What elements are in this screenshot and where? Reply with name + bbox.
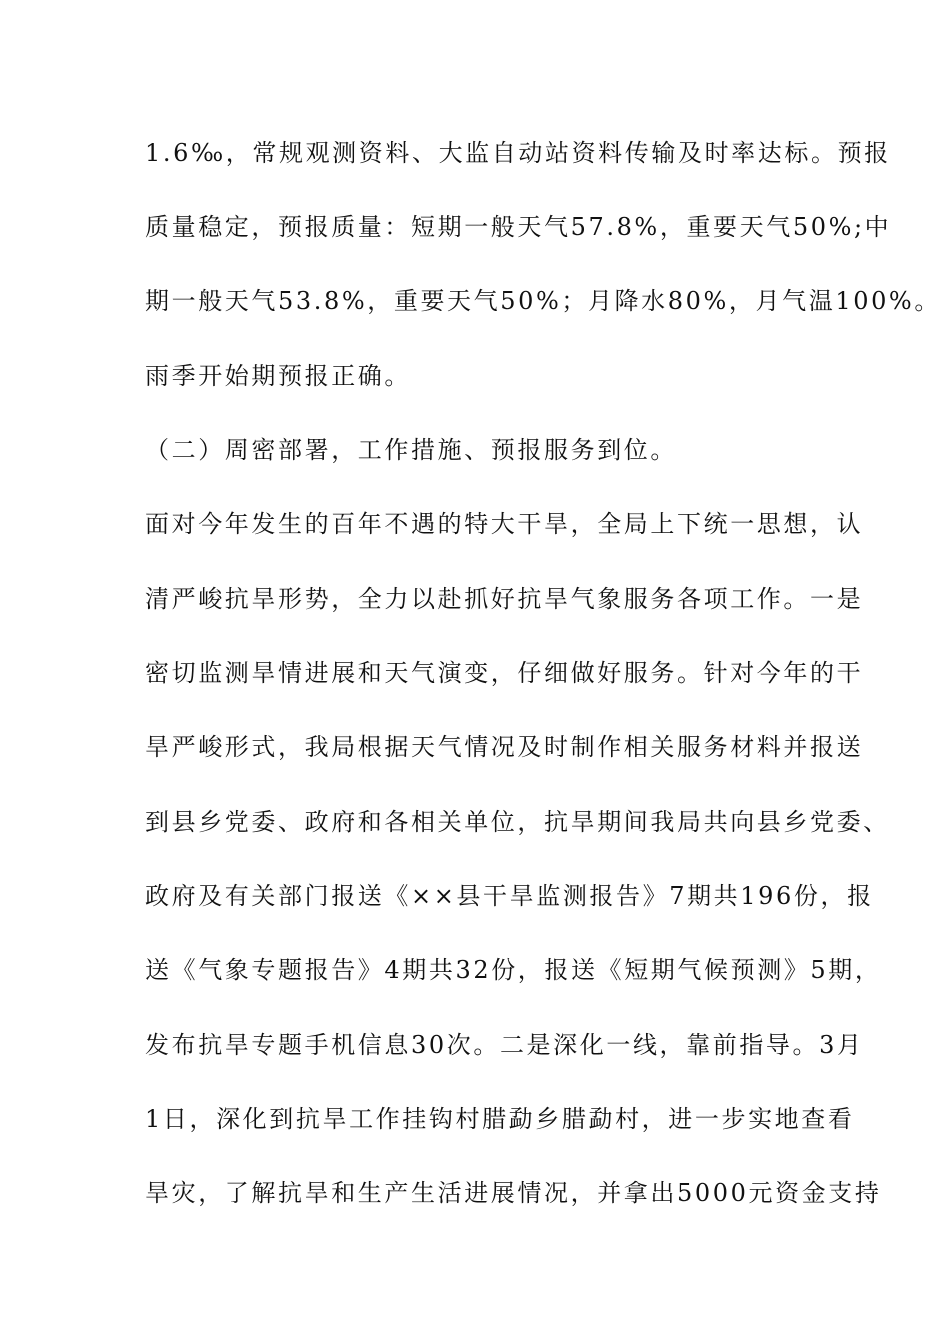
text-line: 旱严峻形式，我局根据天气情况及时制作相关服务材料并报送	[145, 733, 864, 761]
text-line: 旱灾，了解抗旱和生产生活进展情况，并拿出5000元资金支持	[145, 1179, 882, 1207]
text-line: 送《气象专题报告》4期共32份，报送《短期气候预测》5期，	[145, 956, 882, 984]
section-heading: （二）周密部署，工作措施、预报服务到位。	[145, 436, 677, 464]
text-line: 密切监测旱情进展和天气演变，仔细做好服务。针对今年的干	[145, 659, 864, 687]
text-line: 质量稳定，预报质量：短期一般天气57.8%，重要天气50%;中	[145, 213, 892, 241]
text-line: 雨季开始期预报正确。	[145, 362, 411, 390]
text-line: 期一般天气53.8%，重要天气50%；月降水80%，月气温100%。	[145, 287, 941, 315]
text-line: 面对今年发生的百年不遇的特大干旱，全局上下统一思想，认	[145, 510, 864, 538]
text-line: 到县乡党委、政府和各相关单位，抗旱期间我局共向县乡党委、	[145, 808, 890, 836]
text-line: 1日，深化到抗旱工作挂钩村腊勐乡腊勐村，进一步实地查看	[145, 1105, 855, 1133]
text-line: 政府及有关部门报送《××县干旱监测报告》7期共196份，报	[145, 882, 874, 910]
text-line: 发布抗旱专题手机信息30次。二是深化一线，靠前指导。3月	[145, 1031, 864, 1059]
text-line: 清严峻抗旱形势，全力以赴抓好抗旱气象服务各项工作。一是	[145, 585, 864, 613]
text-line: 1.6‰，常规观测资料、大监自动站资料传输及时率达标。预报	[145, 139, 891, 167]
